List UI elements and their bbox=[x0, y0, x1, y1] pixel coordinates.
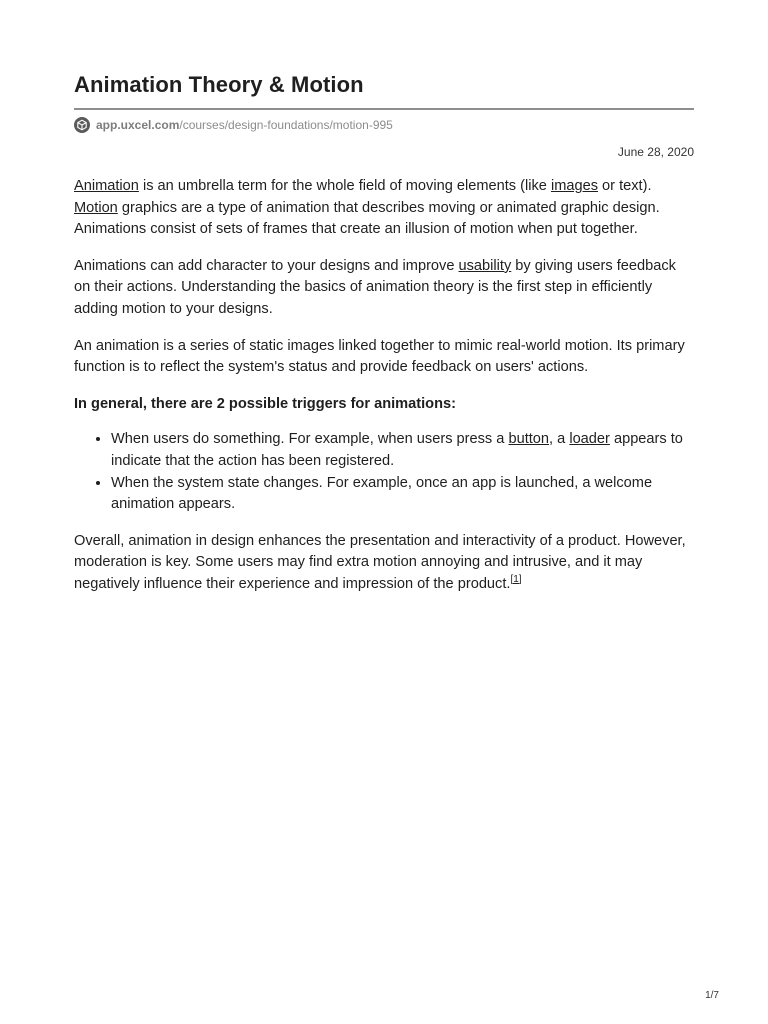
p2-text-2: by giving users feedback on their actions. Understanding the basics of animation theory is the first step in efficiently adding motion to your designs. bbox=[74, 257, 676, 317]
li1-text-1: When users do something. For example, when users press a bbox=[111, 431, 509, 448]
source-path: /courses/design-foundations/motion-995 bbox=[179, 118, 393, 132]
source-domain: app.uxcel.com bbox=[96, 118, 180, 132]
link-loader[interactable]: loader bbox=[569, 431, 610, 448]
paragraph-5 bbox=[74, 531, 694, 596]
link-motion[interactable]: Motion bbox=[74, 199, 118, 216]
title-divider bbox=[74, 108, 694, 110]
footnote-link[interactable]: [1] bbox=[510, 573, 522, 585]
paragraph-2 bbox=[74, 256, 694, 321]
li1-text-2: , a bbox=[549, 431, 570, 448]
document-page bbox=[74, 70, 694, 596]
li1-text-3: appears to indicate that the action has been registered. bbox=[111, 431, 683, 469]
p1-text-3: graphics are a type of animation that describes moving or animated graphic design. Animations consist of sets of frames that create an illusion of motion when put together. bbox=[74, 199, 660, 238]
list-item bbox=[111, 429, 694, 472]
p2-text-1: Animations can add character to your designs and improve bbox=[74, 257, 459, 274]
list-item: • When the system state changes. For example, once an app is launched, a welcome animation appears. bbox=[111, 473, 694, 516]
p1-text-2: or text). bbox=[598, 178, 652, 194]
p1-text-1: is an umbrella term for the whole field of moving elements (like bbox=[138, 178, 551, 194]
source-line bbox=[74, 116, 694, 134]
link-animation[interactable]: Animation bbox=[74, 178, 139, 194]
paragraph-3: An animation is a series of static images linked together to mimic real-world motion. Its primary function is to reflect the system's status and provide feedback on users' actions. bbox=[74, 337, 685, 376]
link-images[interactable]: images bbox=[550, 178, 598, 194]
paragraph-1 bbox=[74, 176, 694, 241]
p5-text: Overall, animation in design enhances the presentation and interactivity of a product. However, moderation is key. Some users may find extra motion annoying and intrusive, and it may negatively influence their experience and impression of the product. bbox=[74, 532, 686, 592]
link-usability[interactable]: usability bbox=[458, 257, 512, 274]
paragraph-4-heading: In general, there are 2 possible triggers for animations: bbox=[74, 395, 456, 412]
page-number: 1/7 bbox=[705, 990, 719, 1001]
uxcel-cube-icon bbox=[74, 117, 90, 133]
source-url[interactable] bbox=[96, 118, 393, 132]
article-title: Animation Theory & Motion bbox=[74, 72, 364, 97]
link-button[interactable]: button bbox=[508, 431, 550, 448]
trigger-list bbox=[74, 429, 694, 515]
article-date: June 28, 2020 bbox=[617, 145, 694, 159]
